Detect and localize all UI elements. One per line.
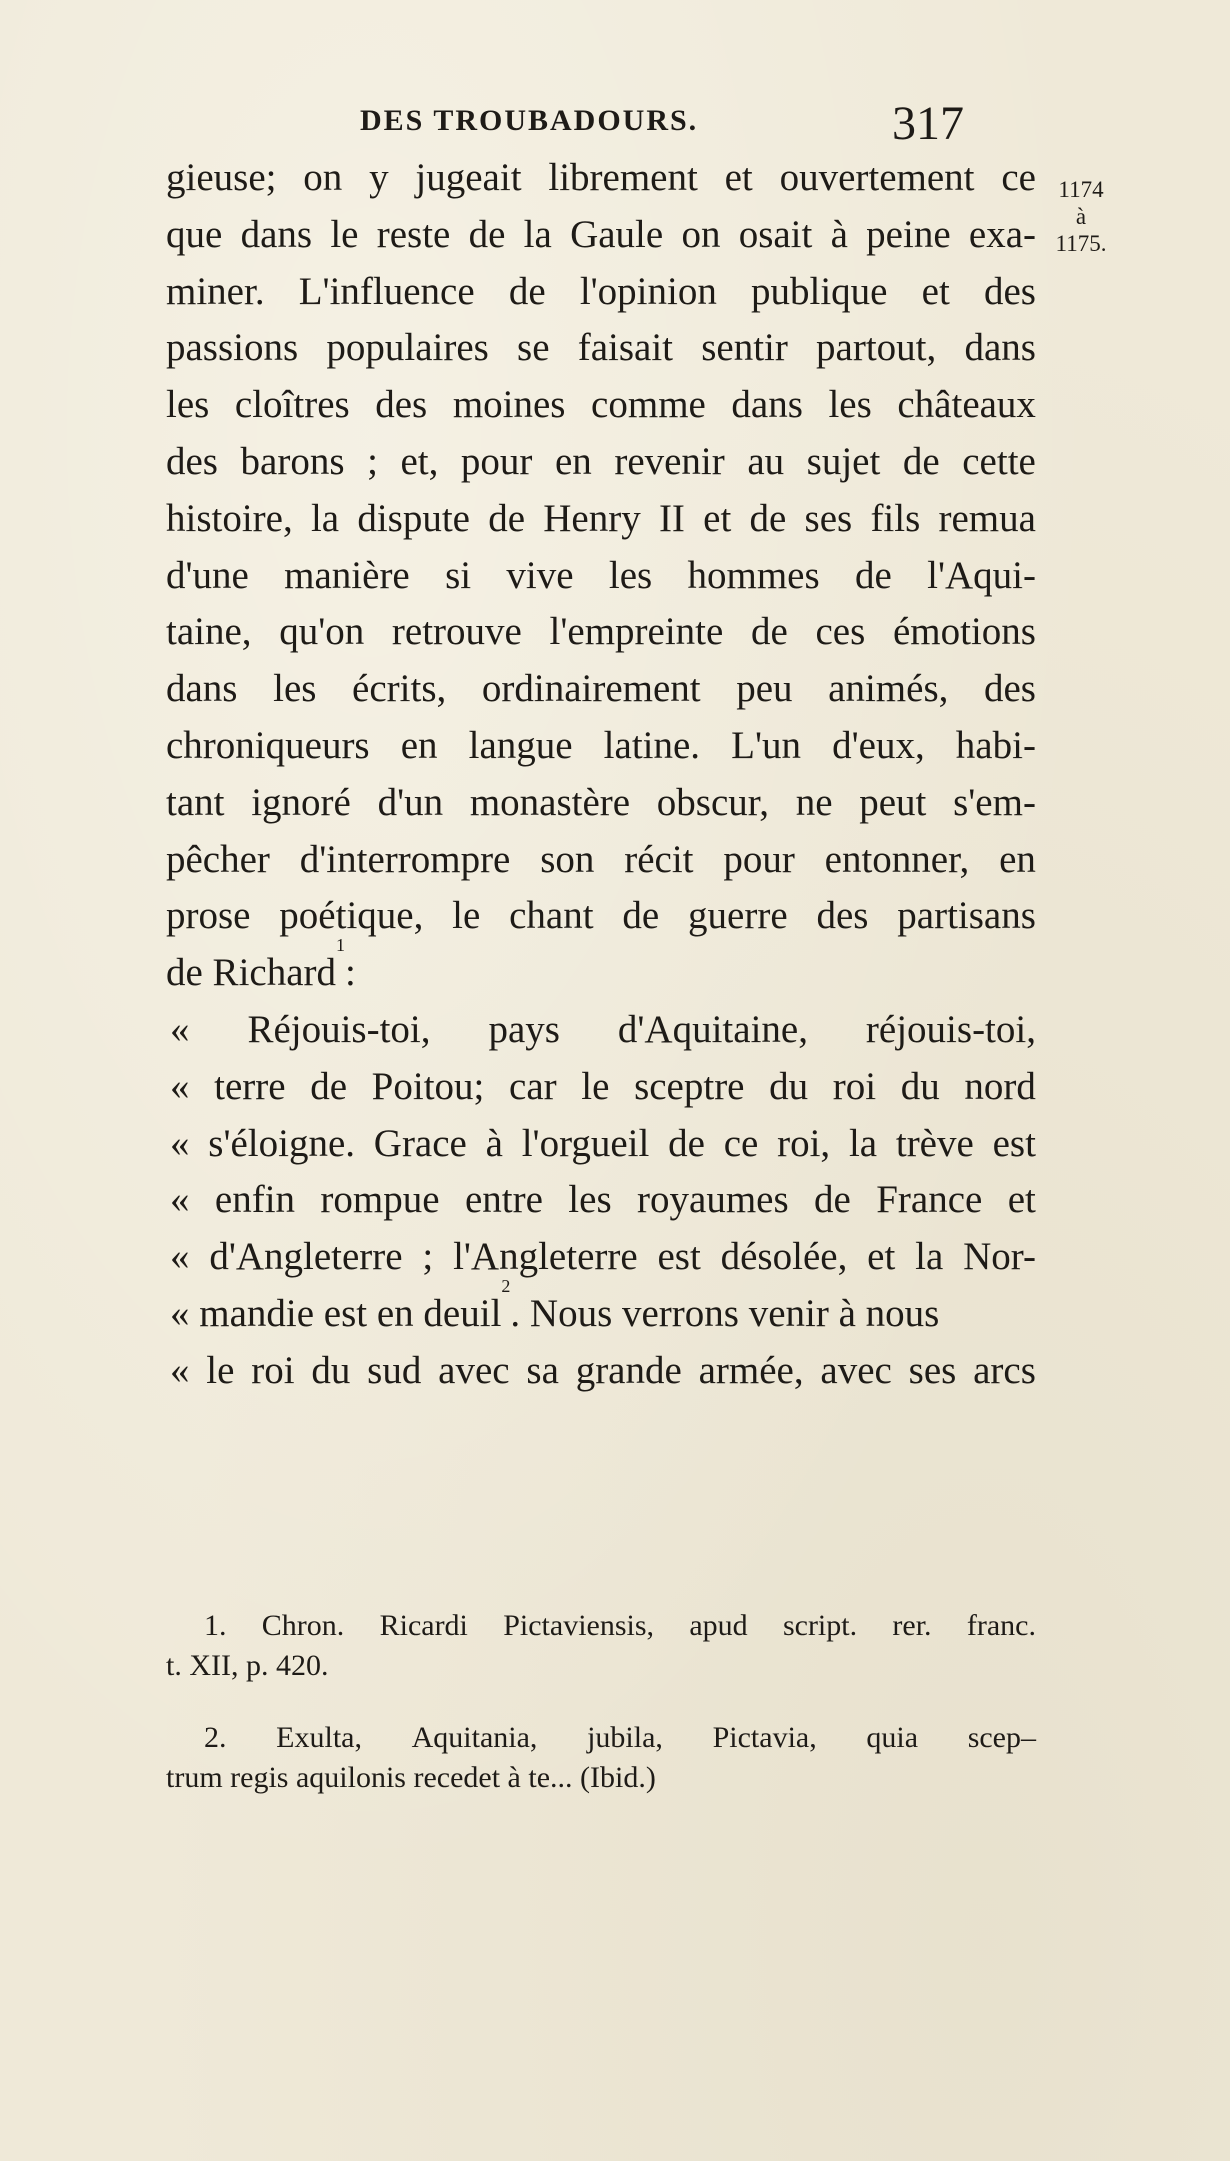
footnote-1-line-1 (166, 1606, 1036, 1646)
word: cloîtres (234, 383, 350, 427)
word: reste (376, 212, 451, 256)
word: des (166, 439, 218, 483)
word: jugeait (415, 156, 522, 199)
word: pour (723, 837, 795, 881)
word: le (206, 1348, 235, 1392)
text-line (166, 661, 1036, 718)
word: car (509, 1064, 557, 1108)
footnote-ref-2: 2 (501, 1275, 511, 1296)
word: sentir (701, 326, 788, 370)
word: est (657, 1235, 701, 1279)
word: partisans (897, 894, 1036, 938)
word: dans (731, 383, 803, 427)
word: les (273, 667, 317, 711)
word: à (485, 1121, 503, 1165)
word: des (983, 667, 1036, 711)
word: peut (859, 780, 927, 824)
word: ; (422, 1235, 434, 1279)
word: passions (166, 326, 299, 370)
word: les (608, 553, 653, 597)
word: ne (795, 780, 833, 824)
text-line (166, 150, 1036, 207)
word: de (854, 553, 892, 597)
word: comme (591, 383, 706, 427)
word: Chron. (261, 1609, 345, 1642)
word: faisait (577, 326, 674, 370)
word: les (166, 383, 210, 427)
margin-date-note (1046, 176, 1116, 257)
word: barons (240, 439, 345, 483)
word: l'empreinte (549, 610, 724, 654)
word: à (830, 212, 848, 256)
word: obscur, (656, 780, 769, 824)
word: d'une (166, 553, 249, 597)
word: sa (526, 1348, 559, 1392)
word: et (1007, 1178, 1036, 1222)
word: d'Aquitaine, (617, 1007, 808, 1051)
word: le (452, 894, 481, 938)
word: les (828, 383, 872, 427)
word: l'orgueil (521, 1121, 650, 1165)
word: habi- (955, 723, 1036, 767)
word: manière (284, 553, 410, 597)
word: ce (723, 1121, 759, 1165)
word: châteaux (897, 383, 1036, 427)
word: du (900, 1064, 940, 1108)
word: des (375, 383, 428, 427)
word: de (622, 894, 660, 938)
word: guerre (688, 894, 788, 938)
word: récit (624, 837, 694, 881)
word: Aquitania, (411, 1721, 538, 1754)
margin-date-connector: à (1075, 204, 1087, 229)
word: réjouis-toi, (865, 1007, 1036, 1051)
word: jubila, (587, 1721, 663, 1754)
word: on (681, 212, 721, 256)
word: que (166, 212, 223, 256)
word: on (303, 156, 343, 199)
word: pour (460, 439, 533, 483)
running-head: DES TROUBADOURS. (360, 104, 699, 137)
word: grande (575, 1348, 682, 1392)
word: France (876, 1178, 983, 1222)
word: animés, (828, 667, 949, 711)
word: et (867, 1235, 896, 1279)
word: peu (736, 667, 793, 711)
word: l'opinion (579, 269, 717, 313)
word: II (658, 496, 685, 540)
word: l'Angleterre (453, 1235, 638, 1279)
word: y (369, 156, 389, 199)
body-text (166, 150, 1036, 1400)
word: la (848, 1121, 878, 1165)
word: L'influence (298, 269, 475, 313)
text-line (166, 264, 1036, 321)
word: scep– (967, 1721, 1036, 1754)
word: « (170, 1064, 190, 1108)
word: partout, (816, 326, 937, 370)
word: en (400, 723, 438, 767)
word: de (508, 269, 546, 313)
quote-note-before: « mandie est en deuil (170, 1291, 502, 1335)
footnote-ref-1: 1 (336, 935, 346, 956)
word: exa- (968, 212, 1036, 256)
quote-line (166, 1172, 1036, 1229)
word: « (170, 1121, 190, 1165)
word: poétique, (279, 894, 424, 938)
word: avec (438, 1348, 510, 1392)
word: en (999, 837, 1036, 881)
word: script. (782, 1609, 858, 1642)
word: Gaule (570, 212, 664, 256)
word: les (568, 1178, 612, 1222)
word: s'em- (953, 780, 1036, 824)
text-line (166, 320, 1036, 377)
footnotes (166, 1606, 1036, 1798)
word: de (668, 1121, 705, 1165)
word: Nor- (963, 1235, 1036, 1279)
word: du (769, 1064, 809, 1108)
word: et (921, 269, 950, 313)
margin-date-start: 1174 (1058, 177, 1104, 202)
word: le (330, 212, 359, 256)
text-line (166, 207, 1036, 264)
text-line (166, 377, 1036, 434)
word: se (517, 326, 550, 370)
word: nord (964, 1064, 1036, 1108)
word: de (488, 496, 526, 540)
word: « (170, 1178, 190, 1222)
word: publique (751, 269, 888, 313)
word: et (703, 496, 732, 540)
richard-text: de Richard (166, 951, 337, 995)
text-line (166, 775, 1036, 832)
word: de (468, 212, 506, 256)
word: franc. (966, 1609, 1036, 1642)
word: ses (804, 496, 853, 540)
word: au (747, 439, 785, 483)
text-line (166, 604, 1036, 661)
word: 1. (204, 1609, 227, 1642)
text-line (166, 832, 1036, 889)
word: ces (815, 610, 866, 654)
word: d'un (377, 780, 444, 824)
word: chroniqueurs (166, 723, 370, 767)
word: Réjouis-toi, (247, 1007, 431, 1051)
word: Exulta, (276, 1721, 362, 1754)
word: écrits, (352, 667, 447, 711)
word: « (170, 1007, 190, 1051)
word: chant (509, 894, 594, 938)
word: prose (166, 894, 251, 938)
word: l'Aqui- (927, 553, 1036, 597)
word: de (902, 439, 940, 483)
word: entre (464, 1178, 543, 1222)
word: dans (166, 667, 238, 711)
richard-tail: : (345, 951, 356, 995)
word: désolée, (720, 1235, 848, 1279)
word: roi (832, 1064, 877, 1108)
word: en (554, 439, 592, 483)
word: Grace (373, 1121, 467, 1165)
word: sujet (806, 439, 881, 483)
word: vive (506, 553, 574, 597)
word: de (310, 1064, 348, 1108)
word: ; (367, 439, 378, 483)
word: Ricardi (379, 1609, 468, 1642)
word: la (310, 496, 340, 540)
word: L'un (731, 723, 802, 767)
word: de (751, 610, 788, 654)
word: des (816, 894, 869, 938)
quote-line (166, 1229, 1036, 1286)
word: si (445, 553, 472, 597)
word: des (983, 269, 1036, 313)
word: histoire, (166, 496, 293, 540)
text-line (166, 548, 1036, 605)
word: langue (468, 723, 573, 767)
word: librement (548, 156, 698, 199)
word: rompue (320, 1178, 440, 1222)
footnote-2-line-1 (166, 1718, 1036, 1758)
word: avec (820, 1348, 892, 1392)
word: d'Angleterre (209, 1235, 403, 1279)
word: roi (251, 1348, 295, 1392)
word: et, (400, 439, 439, 483)
word: est (992, 1121, 1036, 1165)
word: la (915, 1235, 944, 1279)
word: d'interrompre (299, 837, 511, 881)
footnote-1-line-2: t. XII, p. 420. (166, 1649, 329, 1682)
word: du (311, 1348, 351, 1392)
word: émotions (892, 610, 1036, 654)
footnote-gap (166, 1686, 1036, 1718)
word: revenir (614, 439, 725, 483)
quote-line-with-note (166, 1275, 1036, 1343)
page-number: 317 (892, 97, 964, 150)
word: ordinairement (481, 667, 701, 711)
word: de (749, 496, 787, 540)
word: ses (908, 1348, 957, 1392)
word: ignoré (251, 780, 351, 824)
word: cette (962, 439, 1036, 483)
word: latine. (603, 723, 701, 767)
word: moines (452, 383, 566, 427)
word: quia (866, 1721, 919, 1754)
word: rer. (892, 1609, 932, 1642)
quote-line (166, 1002, 1036, 1059)
word: « (170, 1348, 190, 1392)
quote-line (166, 1343, 1036, 1400)
word: s'éloigne. (208, 1121, 356, 1165)
footnote-2-line-2: trum regis aquilonis recedet à te... (Ibid.) (166, 1761, 656, 1794)
quote-line (166, 1059, 1036, 1116)
word: Henry (543, 496, 641, 540)
word: et (724, 156, 753, 199)
text-line (166, 491, 1036, 548)
margin-date-end: 1175. (1055, 231, 1107, 256)
word: dans (964, 326, 1036, 370)
word: osait (738, 212, 813, 256)
word: populaires (326, 326, 489, 370)
word: enfin (214, 1178, 296, 1222)
word: Pictavia, (712, 1721, 817, 1754)
word: pays (488, 1007, 560, 1051)
word: 2. (204, 1721, 227, 1754)
word: d'eux, (832, 723, 925, 767)
word: armée, (698, 1348, 804, 1392)
word: la (523, 212, 552, 256)
word: Pictaviensis, (503, 1609, 655, 1642)
word: tant (166, 780, 225, 824)
word: sud (367, 1348, 422, 1392)
word: gieuse; (166, 156, 277, 199)
text-line (166, 888, 1036, 945)
word: son (540, 837, 595, 881)
text-line-richard (166, 935, 1036, 1002)
word: taine, (166, 610, 252, 654)
word: dans (240, 212, 313, 256)
text-line (166, 434, 1036, 491)
word: dispute (357, 496, 470, 540)
word: royaumes (637, 1178, 789, 1222)
word: remua (938, 496, 1036, 540)
word: « (170, 1235, 190, 1279)
word: hommes (687, 553, 820, 597)
word: miner. (166, 269, 265, 313)
quote-line (166, 1116, 1036, 1173)
word: apud (689, 1609, 748, 1642)
word: peine (866, 212, 951, 256)
word: monastère (469, 780, 631, 824)
word: trève (895, 1121, 974, 1165)
word: terre (214, 1064, 286, 1108)
word: retrouve (391, 610, 522, 654)
text-line (166, 718, 1036, 775)
word: arcs (973, 1348, 1036, 1392)
word: de (814, 1178, 851, 1222)
word: entonner, (824, 837, 970, 881)
word: ce (1001, 156, 1036, 199)
quote-note-after: . Nous verrons venir à nous (510, 1291, 940, 1335)
word: roi, (777, 1121, 831, 1165)
word: fils (870, 496, 921, 540)
word: Poitou; (371, 1064, 485, 1108)
word: le (581, 1064, 610, 1108)
word: sceptre (634, 1064, 745, 1108)
word: qu'on (279, 610, 365, 654)
word: pêcher (166, 837, 270, 881)
word: ouvertement (779, 156, 975, 199)
